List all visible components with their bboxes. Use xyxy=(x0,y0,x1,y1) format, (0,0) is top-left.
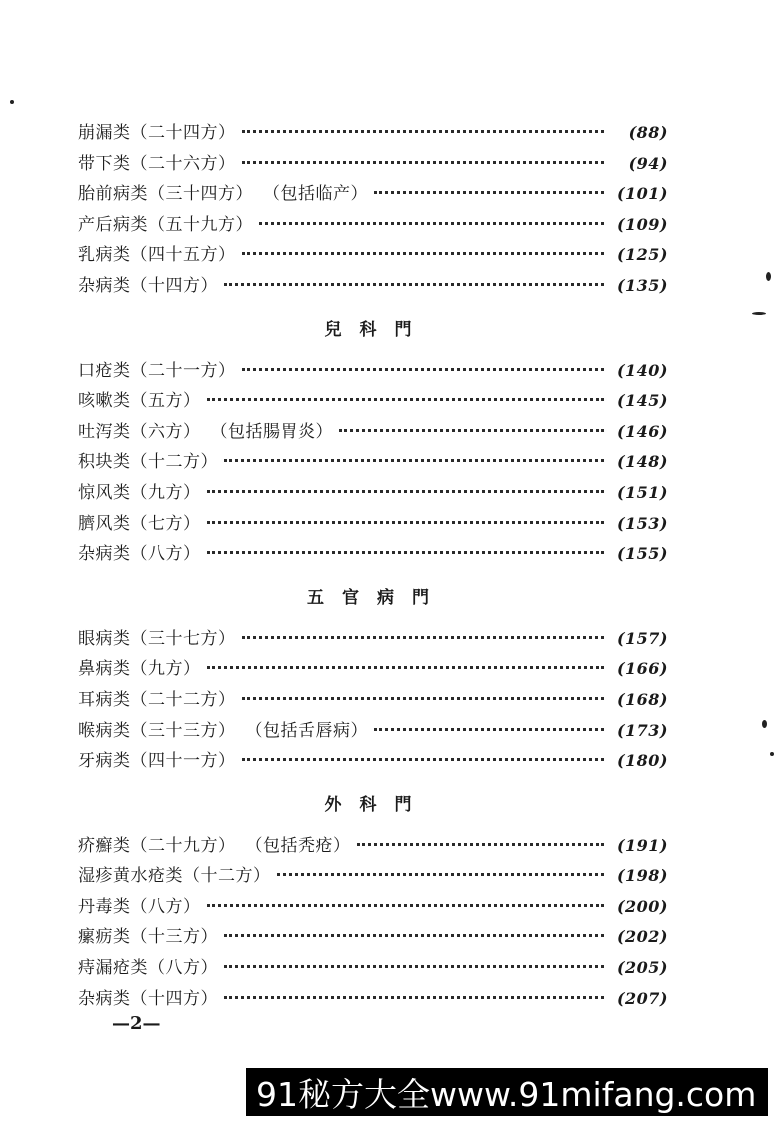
section-heading: 外科門 xyxy=(324,795,430,816)
toc-entry xyxy=(78,271,668,302)
entry-page-number: (125) xyxy=(616,245,668,265)
scan-speck xyxy=(752,312,766,315)
entry-page-number: (205) xyxy=(616,958,668,978)
entry-note: （包括舌唇病） xyxy=(245,720,368,741)
toc-entry xyxy=(78,118,668,149)
entry-title: 耳病类（二十二方） xyxy=(78,689,236,710)
dot-leader xyxy=(207,551,605,554)
entry-page-number: (151) xyxy=(616,482,668,502)
entry-title: 崩漏类（二十四方） xyxy=(78,123,236,143)
dot-leader xyxy=(224,283,604,286)
entry-page-number: (101) xyxy=(616,184,668,204)
dot-leader xyxy=(207,666,605,669)
dot-leader xyxy=(374,728,604,731)
entry-page-number: (198) xyxy=(616,866,668,886)
entry-note: （包括临产） xyxy=(263,184,368,205)
toc-entry xyxy=(78,984,668,1015)
watermark-text: 91秘方大全www.91mifang.com xyxy=(256,1074,757,1114)
dot-leader xyxy=(242,758,605,761)
dot-leader xyxy=(224,965,604,968)
dot-leader xyxy=(339,429,604,432)
entry-note: （包括秃疮） xyxy=(245,835,351,856)
dot-leader xyxy=(242,161,605,164)
entry-title: 瘰疬类（十三方） xyxy=(78,927,218,948)
entry-title: 咳嗽类（五方） xyxy=(78,391,201,412)
toc-entry xyxy=(78,746,668,777)
toc-entry xyxy=(78,831,668,862)
entry-title: 杂病类（十四方） xyxy=(78,275,218,296)
dot-leader xyxy=(207,398,605,401)
entry-title: 惊风类（九方） xyxy=(78,482,201,503)
toc-entry xyxy=(78,417,668,448)
entry-page-number: (207) xyxy=(616,988,668,1008)
toc-entry xyxy=(78,654,668,685)
entry-page-number: (157) xyxy=(616,628,668,648)
entry-title: 胎前病类（三十四方） xyxy=(78,184,253,205)
entry-page-number: (153) xyxy=(616,513,668,533)
dot-leader xyxy=(277,873,605,876)
dot-leader xyxy=(207,904,605,907)
entry-title: 口疮类（二十一方） xyxy=(78,360,236,381)
toc-entry xyxy=(78,685,668,716)
dot-leader xyxy=(259,222,604,225)
entry-title: 牙病类（四十一方） xyxy=(78,751,236,772)
entry-title: 鼻病类（九方） xyxy=(78,659,201,680)
toc-entry xyxy=(78,356,668,387)
entry-page-number: (140) xyxy=(616,360,668,380)
entry-page-number: (94) xyxy=(628,153,668,173)
scan-speck xyxy=(10,100,14,104)
toc-entry xyxy=(78,386,668,417)
scan-speck xyxy=(770,752,774,756)
toc-entry xyxy=(78,179,668,210)
dot-leader xyxy=(242,636,605,639)
entry-title: 湿疹黄水疮类（十二方） xyxy=(78,866,271,887)
entry-title: 丹毒类（八方） xyxy=(78,896,201,917)
dot-leader xyxy=(242,130,605,133)
entry-title: 臍风类（七方） xyxy=(78,513,201,534)
entry-title: 眼病类（三十七方） xyxy=(78,628,236,649)
entry-page-number: (173) xyxy=(616,720,668,740)
entry-page-number: (191) xyxy=(616,835,668,855)
entry-note: （包括腸胃炎） xyxy=(210,421,333,442)
dot-leader xyxy=(224,934,604,937)
toc-entry xyxy=(78,953,668,984)
dot-leader xyxy=(374,191,604,194)
table-of-contents xyxy=(78,118,668,1014)
entry-title: 杂病类（八方） xyxy=(78,544,201,565)
entry-page-number: (145) xyxy=(616,391,668,411)
entry-page-number: (148) xyxy=(616,452,668,472)
dot-leader xyxy=(224,996,604,999)
dot-leader xyxy=(242,252,605,255)
page-number: —2— xyxy=(112,1013,161,1034)
site-watermark xyxy=(246,1068,768,1116)
entry-page-number: (109) xyxy=(616,214,668,234)
toc-entry xyxy=(78,478,668,509)
entry-page-number: (166) xyxy=(616,659,668,679)
entry-title: 乳病类（四十五方） xyxy=(78,245,236,266)
entry-title: 喉病类（三十三方） xyxy=(78,720,236,741)
toc-entry xyxy=(78,716,668,747)
toc-entry xyxy=(78,892,668,923)
entry-page-number: (155) xyxy=(616,544,668,564)
toc-entry xyxy=(78,447,668,478)
scan-speck xyxy=(766,272,771,281)
entry-title: 积块类（十二方） xyxy=(78,452,218,473)
entry-page-number: (180) xyxy=(616,751,668,771)
toc-entry xyxy=(78,922,668,953)
dot-leader xyxy=(357,843,605,846)
dot-leader xyxy=(207,521,605,524)
entry-page-number: (202) xyxy=(616,927,668,947)
toc-entry xyxy=(78,624,668,655)
dot-leader xyxy=(224,459,604,462)
dot-leader xyxy=(242,368,605,371)
entry-title: 疥癬类（二十九方） xyxy=(78,835,236,856)
toc-entry xyxy=(78,509,668,540)
entry-page-number: (135) xyxy=(616,275,668,295)
entry-title: 吐泻类（六方） xyxy=(78,421,201,442)
dot-leader xyxy=(242,697,605,700)
entry-page-number: (146) xyxy=(616,421,668,441)
entry-title: 产后病类（五十九方） xyxy=(78,214,253,235)
toc-entry xyxy=(78,539,668,570)
scan-speck xyxy=(762,720,767,728)
dot-leader xyxy=(207,490,605,493)
toc-entry xyxy=(78,149,668,180)
entry-title: 带下类（二十六方） xyxy=(78,153,236,174)
entry-page-number: (88) xyxy=(628,123,668,142)
toc-entry xyxy=(78,240,668,271)
entry-title: 杂病类（十四方） xyxy=(78,988,218,1009)
entry-title: 痔漏疮类（八方） xyxy=(78,958,218,979)
toc-entry xyxy=(78,210,668,241)
entry-page-number: (168) xyxy=(616,689,668,709)
section-heading: 五官病門 xyxy=(307,588,447,609)
entry-page-number: (200) xyxy=(616,896,668,916)
section-heading: 兒科門 xyxy=(324,320,430,341)
toc-entry xyxy=(78,861,668,892)
